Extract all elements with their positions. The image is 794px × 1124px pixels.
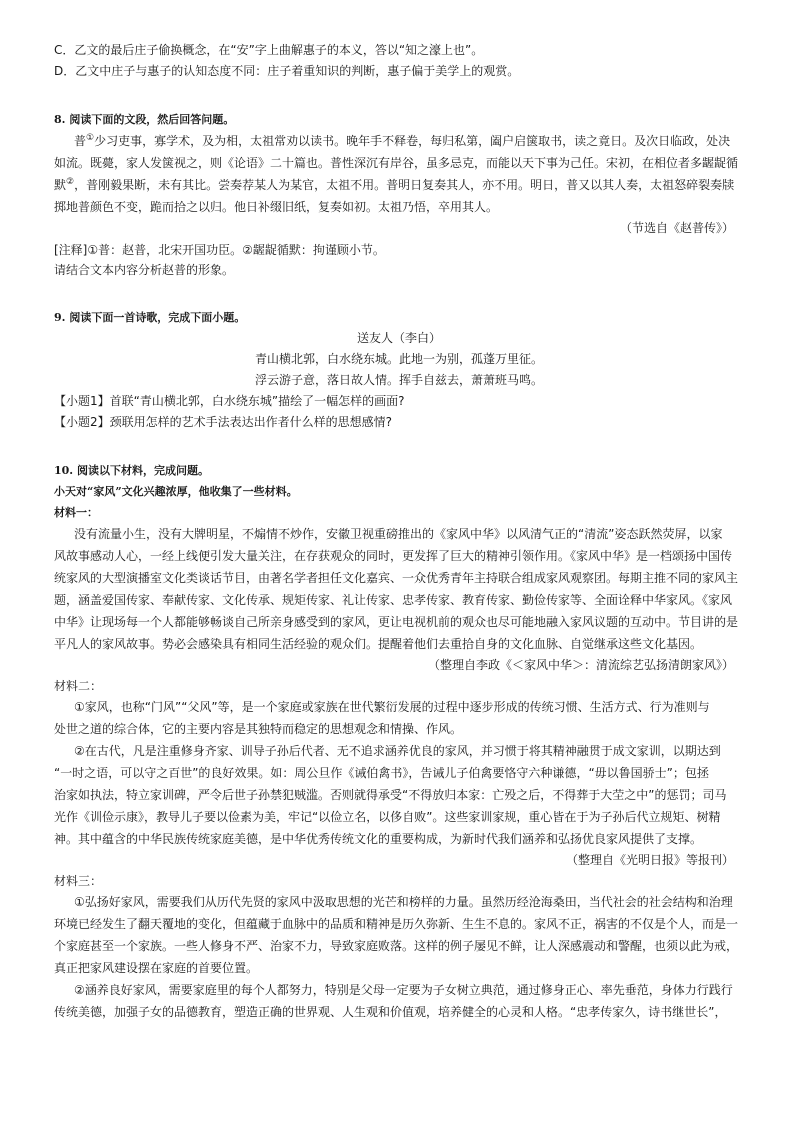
material-1-label: 材料一： xyxy=(54,506,98,519)
q10-heading: 10. 阅读以下材料，完成问题。 xyxy=(54,464,209,477)
poem-line: 青山横北郭，白水绕东城。此地一为别，孤蓬万里征。 xyxy=(254,352,543,366)
footnote-marker-1: ① xyxy=(86,133,95,143)
q7-option-c: C．乙文的最后庄子偷换概念，在“安”字上曲解惠子的本义，答以“知之濠上也”。 xyxy=(54,43,484,57)
material-1-line: 没有流量小生，没有大牌明星，不煽情不炒作，安徽卫视重磅推出的《家风中华》以风清气正的“清流”姿态跃然荧屏，以家 xyxy=(74,527,723,541)
material-2-label: 材料二： xyxy=(54,679,103,693)
material-2-line: ①家风，也称“门风”“父风”等，是一个家庭或家族在世代繁衍发展的过程中逐步形成的传统习惯、生活方式、行为准则与 xyxy=(74,700,710,714)
material-1-line: 风故事感动人心，一经上线便引发大量关注，在存获观众的同时，更发挥了巨大的精神引领作用。《家风中华》是一档颂扬中国传 xyxy=(54,549,733,563)
material-1-line: 题，涵盖爱国传家、奉献传家、文化传承、规矩传家、礼让传家、忠孝传家、教育传家、勤俭传家等、全面诠释中华家风。《家风 xyxy=(54,593,733,607)
material-2-line: 处世之道的综合体，它的主要内容是其独特而稳定的思想观念和情操、作风。 xyxy=(54,722,463,736)
q8-question: 请结合文本内容分析赵普的形象。 xyxy=(54,263,235,277)
poem-title: 送友人（李白） xyxy=(356,331,441,345)
material-3-line: 个家庭甚至一个家族。一些人修身不严、治家不力，导致家庭败落。这样的例子屡见不鲜，让人深感震动和警醒，也须以此为戒， xyxy=(54,939,739,953)
q9-subquestion-1: 【小题1】首联“青山横北郭，白水绕东城”描绘了一幅怎样的画面? xyxy=(54,394,405,408)
q9-heading: 9. 阅读下面一首诗歌，完成下面小题。 xyxy=(54,311,246,324)
material-2-source: （整理自《光明日报》等报刊） xyxy=(565,853,734,867)
q7-option-d: D．乙文中庄子与惠子的认知态度不同：庄子着重知识的判断，惠子偏于美学上的观赏。 xyxy=(54,64,520,78)
poem-line: 浮云游子意，落日故人情。挥手自兹去，萧萧班马鸣。 xyxy=(254,373,543,387)
material-1-line: 统家风的大型演播室文化类谈话节目，由著名学者担任文化嘉宾、一众优秀青年主持联合组成家风观察团。每期主推不同的家风主 xyxy=(54,571,739,585)
material-1-source: （整理自李政《＜家风中华＞：清流综艺弘扬清朗家风》） xyxy=(427,658,734,672)
q8-paragraph-line: 默②，普刚毅果断，未有其比。尝奏荐某人为某官，太祖不用。普明日复奏其人，亦不用。明日，普又以其人奏，太祖怒碎裂奏牍 xyxy=(54,177,735,192)
material-3-line: ②涵养良好家风，需要家庭里的每个人都努力，特别是父母一定要为子女树立典范，通过修身正心、率先垂范，身体力行践行 xyxy=(74,983,733,997)
material-2-line: 治家如执法，特立家训碑，严令后世子孙禁犯贼滥。否则就得承受“不得放归本家：亡殁之后，不得葬于大茔之中”的惩罚；司马 xyxy=(54,788,727,802)
material-2-line: “一时之语，可以守之百世”的良好效果。如：周公旦作《诫伯禽书》，告诫儿子伯禽要恪守六种谦德，“毋以鲁国骄士”；包拯 xyxy=(54,766,709,780)
material-3-line: 传统美德，加强子女的品德教育，塑造正确的世界观、人生观和价值观，培养健全的心灵和人格。“忠孝传家久，诗书继世长”， xyxy=(54,1005,727,1019)
material-3-label: 材料三： xyxy=(54,874,103,888)
material-2-line: 光作《训俭示康》，教导儿子要以俭素为美，牢记“以俭立名，以侈自败”。这些家训家规，重心皆在于为子孙后代立规矩、树精 xyxy=(54,810,721,824)
material-3-line: 环境已经发生了翻天覆地的变化，但蕴藏于血脉中的品质和精神是历久弥新、生生不息的。家风不正，祸害的不仅是个人，而是一 xyxy=(54,917,739,931)
material-2-line: 神。其中蕴含的中华民族传统家庭美德，是中华优秀传统文化的重要构成，为新时代我们涵养和弘扬优良家风提供了支撑。 xyxy=(54,832,703,846)
q10-intro: 小天对“家风”文化兴趣浓厚，他收集了一些材料。 xyxy=(54,485,298,498)
q8-name-zhao-pu: 普 xyxy=(74,134,87,148)
q8-paragraph-line: 如流。既薨，家人发箧视之，则《论语》二十篇也。普性深沉有岸谷，虽多忌克，而能以天下事为己任。宋初，在相位者多龌龊循 xyxy=(54,156,739,170)
material-3-line: 真正把家风建设摆在家庭的首要位置。 xyxy=(54,961,259,975)
q8-note: [注释]①普：赵普，北宋开国功臣。②龌龊循默：拘谨顾小节。 xyxy=(54,243,385,257)
footnote-marker-2: ② xyxy=(66,177,75,187)
q9-subquestion-2: 【小题2】颈联用怎样的艺术手法表达出作者什么样的思想感情? xyxy=(54,415,393,429)
material-3-line: ①弘扬好家风，需要我们从历代先贤的家风中汲取思想的光芒和榜样的力量。虽然历经沧海桑田，当代社会的社会结构和治理 xyxy=(74,895,733,909)
q8-heading: 8. 阅读下面的文段，然后回答问题。 xyxy=(54,113,235,126)
material-1-line: 中华》让现场每一个人都能够畅谈自己所亲身感受到的家风，更让电视机前的观众也尽可能地融入家风议题的互动中。节目讲的是 xyxy=(54,615,739,629)
q8-source: （节选自《赵普传》） xyxy=(619,221,734,235)
material-2-line: ②在古代，凡是注重修身齐家、训导子孙后代者、无不追求涵养优良的家风，并习惯于将其精神融贯于成文家训，以期达到 xyxy=(74,744,721,758)
q8-paragraph-line: 普①少习吏事，寡学术，及为相，太祖常劝以读书。晚年手不释卷，每归私第，阖户启箧取书，读之竟日。及次日临政，处决 xyxy=(74,133,731,148)
q8-paragraph-line: 掷地普颜色不变，跪而拾之以归。他日补缀旧纸，复奏如初。太祖乃悟，卒用其人。 xyxy=(54,200,499,214)
material-1-line: 平凡人的家风故事。势必会感染具有相同生活经验的观众们。提醒着他们去重拾自身的文化血脉、自觉继承这些文化基因。 xyxy=(54,637,703,651)
